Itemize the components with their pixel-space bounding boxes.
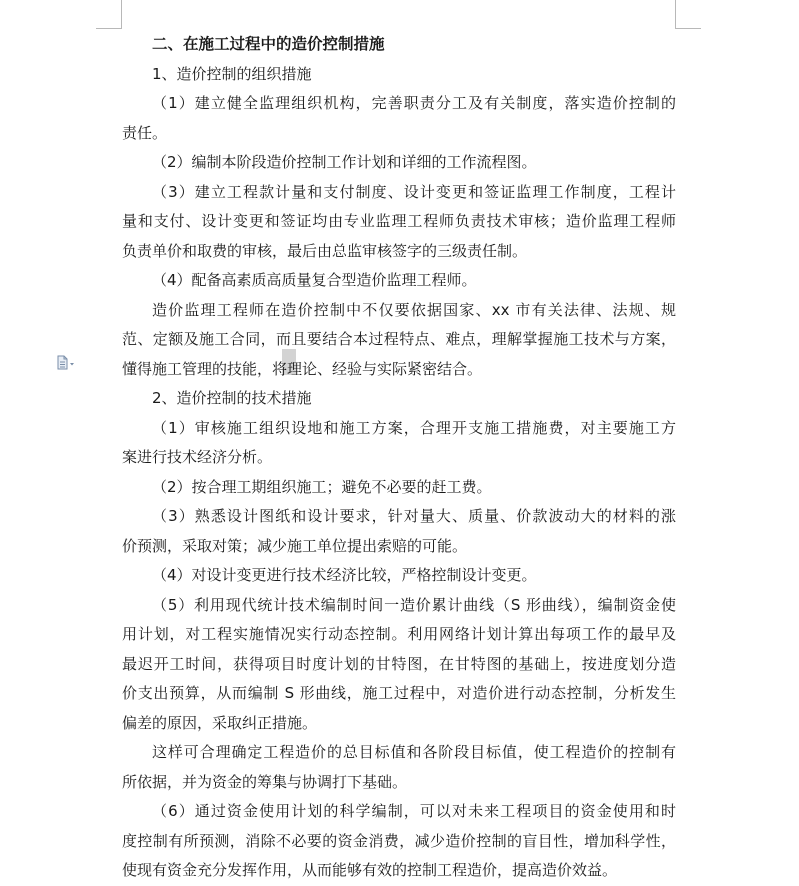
text-line: （1）审核施工组织设地和施工方案，合理开支施工措施费，对主要施工方 (152, 418, 676, 437)
page-corner-mark-horizontal-left (96, 28, 122, 29)
document-icon[interactable] (56, 355, 76, 371)
text-line: 使现有资金充分发挥作用，从而能够有效的控制工程造价，提高造价效益。 (122, 861, 618, 879)
text-line: （2）编制本阶段造价控制工作计划和详细的工作流程图。 (152, 153, 537, 171)
text-line: 造价监理工程师在造价控制中不仅要依据国家、xx 市有关法律、法规、规 (152, 300, 676, 319)
text-line: （3）熟悉设计图纸和设计要求，针对量大、质量、价款波动大的材料的涨 (152, 507, 676, 525)
paragraph-lines (122, 60, 676, 886)
text-line: （6）通过资金使用计划的科学编制，可以对未来工程项目的资金使用和时 (152, 802, 676, 820)
text-line: （2）按合理工期组织施工；避免不必要的赶工费。 (152, 477, 492, 496)
text-line: 价支出预算，从而编制 S 形曲线，施工过程中，对造价进行动态控制，分析发生 (122, 684, 676, 702)
text-line: 量和支付、设计变更和签证均由专业监理工程师负责技术审核；造价监理工程师 (122, 212, 676, 230)
text-line: 范、定额及施工合同，而且要结合本过程特点、难点，理解掌握施工技术与方案， (122, 330, 676, 348)
text-line: （1）建立健全监理组织机构，完善职责分工及有关制度，落实造价控制的 (152, 94, 676, 112)
text-line: 最迟开工时间，获得项目时度计划的甘特图，在甘特图的基础上，按进度划分造 (122, 654, 676, 673)
text-line: 这样可合理确定工程造价的总目标值和各阶段目标值，使工程造价的控制有 (152, 743, 676, 761)
text-line: （5）利用现代统计技术编制时间一造价累计曲线（S 形曲线），编制资金使 (152, 595, 676, 614)
page-corner-mark-vertical-right (675, 0, 676, 29)
text-line: 案进行技术经济分析。 (122, 448, 273, 466)
text-line: 价预测，采取对策；减少施工单位提出索赔的可能。 (122, 536, 468, 555)
text-line: 懂得施工管理的技能，将理论、经验与实际紧密结合。 (122, 359, 483, 378)
page-corner-mark-horizontal-right (675, 28, 701, 29)
text-line: 偏差的原因，采取纠正措施。 (122, 713, 318, 732)
text-line: 度控制有所预测，消除不必要的资金消费，减少造价控制的盲目性，增加科学性， (122, 831, 676, 850)
text-line: 所依据，并为资金的筹集与协调打下基础。 (122, 772, 408, 791)
document-body[interactable] (122, 30, 676, 886)
text-line: 2、造价控制的技术措施 (152, 389, 312, 407)
text-line: 负责单价和取费的审核，最后由总监审核签字的三级责任制。 (122, 241, 528, 260)
text-line: （4）对设计变更进行技术经济比较，严格控制设计变更。 (152, 566, 537, 584)
text-line: 1、造价控制的组织措施 (152, 64, 312, 83)
section-heading: 二、在施工过程中的造价控制措施 (152, 35, 385, 53)
text-line: （4）配备高素质高质量复合型造价监理工程师。 (152, 271, 477, 289)
text-line: （3）建立工程款计量和支付制度、设计变更和签证监理工作制度，工程计 (152, 182, 676, 201)
text-line: 责任。 (122, 123, 168, 142)
text-line: 用计划，对工程实施情况实行动态控制。利用网络计划计算出每项工作的最早及 (122, 625, 676, 643)
page-corner-mark-vertical-left (121, 0, 122, 29)
